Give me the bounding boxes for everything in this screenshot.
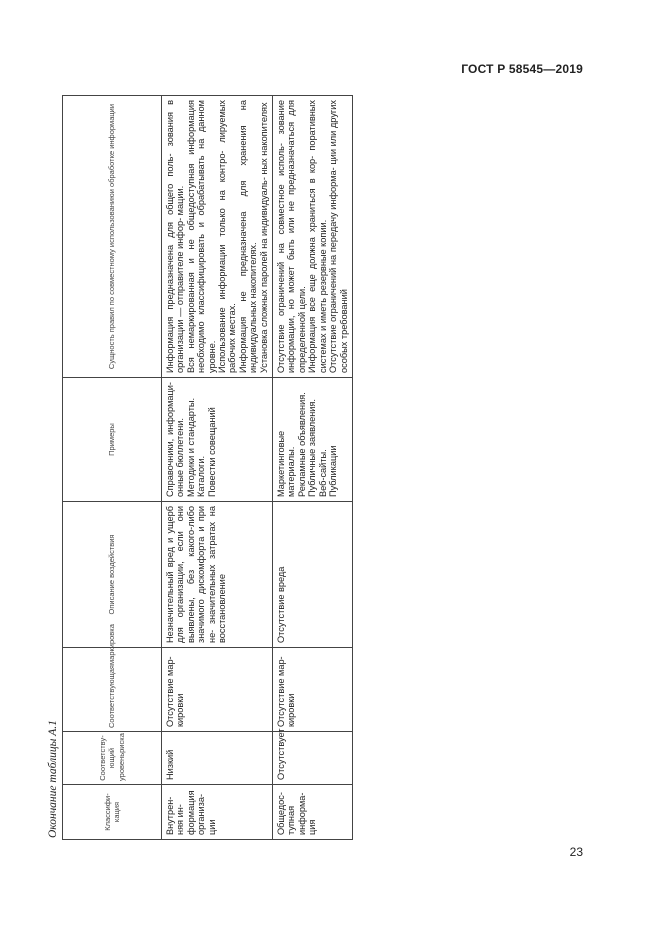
- column-header: [63, 96, 162, 378]
- table-row: [273, 96, 353, 840]
- text-line: информа-: [296, 792, 307, 835]
- table-row: [162, 96, 273, 840]
- cell-classification: [162, 785, 273, 840]
- text-line: Соответству-: [97, 735, 107, 781]
- text-line: Повестки совещаний: [206, 407, 217, 497]
- text-line: Отсутствие мар-: [165, 656, 175, 727]
- cell-examples: [162, 378, 273, 502]
- column-header: [63, 624, 162, 732]
- page-number: 23: [569, 845, 583, 859]
- table-header-row: [63, 96, 162, 840]
- cell-classification: [273, 785, 353, 840]
- text-line: Отсутствие ограничений на передачу информа- ции или других особых требований: [328, 100, 349, 373]
- cell-risk-level: [273, 728, 353, 785]
- text-line: Публикации: [328, 445, 339, 497]
- text-line: Каталоги.: [196, 455, 207, 497]
- text-line: Информация все еще должна храниться в кор- поративных системах и иметь резервные копии.: [307, 100, 328, 373]
- text-line: тупная: [286, 805, 297, 835]
- text-line: Отсутствие мар-: [276, 656, 287, 727]
- rotated-table-block: [44, 96, 349, 840]
- standard-designation: ГОСТ Р 58545—2019: [461, 62, 583, 76]
- text-line: Внутрен-: [165, 796, 175, 835]
- text-line: формация: [185, 790, 196, 835]
- cell-rules: [162, 96, 273, 378]
- text-line: Маркетинговые материалы.: [276, 430, 297, 497]
- cell-marking: [273, 648, 353, 732]
- text-line: Описание воздействия: [107, 534, 117, 615]
- text-line: Веб-сайты.: [317, 449, 328, 497]
- text-line: Публичные заявления.: [307, 399, 318, 497]
- cell-marking: [162, 648, 273, 732]
- classification-table: [62, 95, 353, 840]
- table-caption: Окончание таблицы А.1: [47, 720, 59, 838]
- text-line: Информация предназначена для общего поль- зования в организации — отправителе инфор- мации.: [165, 100, 186, 373]
- text-line: Установка сложных паролей на индивидуаль- ных накопителях: [258, 102, 269, 373]
- text-line: Отсутствие вреда: [276, 566, 287, 643]
- text-line: ции: [206, 819, 217, 835]
- text-line: кировки: [175, 693, 186, 727]
- text-line: кировки: [286, 693, 297, 727]
- column-header: [63, 378, 162, 502]
- text-line: Методики и стандарты.: [185, 397, 196, 497]
- text-line: ция: [307, 819, 318, 835]
- cell-rules: [273, 96, 353, 378]
- column-header: [63, 785, 162, 840]
- text-line: Классифи-: [102, 793, 112, 831]
- text-line: Соответствующая: [107, 665, 117, 728]
- text-line: Вся немаркированная и не общедоступная информация необходимо классифицировать и обрабатывать на данном уровне.: [185, 100, 217, 373]
- cell-examples: [273, 378, 353, 502]
- text-line: и обработке информации: [107, 103, 117, 194]
- text-line: Рекламные объявления.: [296, 392, 307, 497]
- text-line: Примеры: [107, 423, 117, 456]
- text-line: Низкий: [165, 749, 175, 780]
- text-line: Общедос-: [276, 792, 287, 835]
- text-line: Использование информации только на контро- лируемых рабочих местах.: [217, 100, 238, 373]
- text-line: ющий уровень: [107, 747, 126, 781]
- column-header: [63, 732, 162, 785]
- text-line: организа-: [196, 793, 207, 835]
- text-line: Незначительный вред и ущерб для организации, если они выявлены, без какого-либо значимого дискомфорта и при не- значительных затратах на восстановление: [165, 506, 228, 643]
- text-line: маркировка: [107, 624, 117, 665]
- text-line: няя ин-: [175, 804, 186, 835]
- text-line: Справочники, информаци- онные бюллетени.: [165, 382, 186, 497]
- text-line: Сущность правил по совместному использованию: [107, 193, 117, 370]
- text-line: Информация не предназначена для хранения на индивидуальных накопителях.: [237, 100, 259, 373]
- cell-impact: [162, 502, 273, 648]
- text-line: кация: [112, 801, 121, 823]
- cell-risk-level: [162, 732, 273, 785]
- text-line: Отсутствие ограничений на совместное исполь- зование информации, но может быть или не предназначаться для определенной цели.: [276, 100, 307, 373]
- text-line: Отсутствует: [276, 728, 287, 780]
- text-line: риска: [116, 733, 126, 753]
- cell-impact: [273, 502, 353, 648]
